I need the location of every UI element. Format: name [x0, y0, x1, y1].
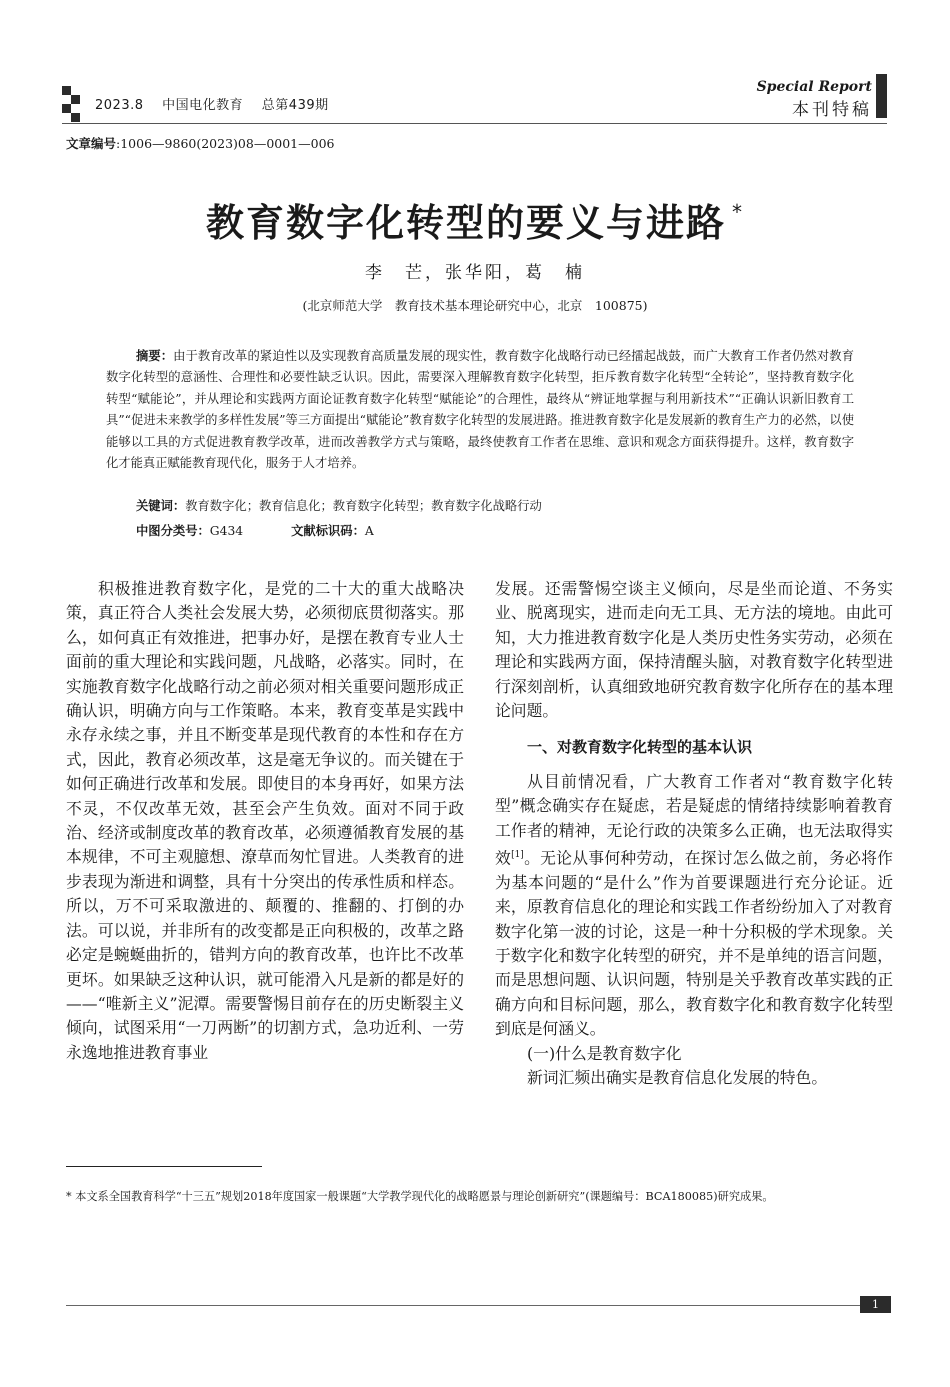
- issue-date: 2023.8: [95, 98, 144, 113]
- body-paragraph: 新词汇频出确实是教育信息化发展的特色。: [527, 1067, 828, 1087]
- body-text: 。无论从事何种劳动，在探讨怎么做之前，务必将作为基本问题的“是什么”作为首要课题进行充分论证。近来，原教育信息化的理论和实践工作者纷纷加入了对教育数字化第一波的讨论，这是一种十分积极的学术现象。关于数字化和数字化转型的研究，并不是单纯的语言问题，而是思想问题、认识问题，特别是关乎教育改革实践的正确方向和目标问题，那么，教育数字化和教育数字化转型到底是何涵义。: [495, 848, 893, 1039]
- clc-value: G434: [209, 524, 244, 538]
- journal-name: 中国电化教育: [162, 98, 244, 113]
- section-heading: 一、对教育数字化转型的基本认识: [527, 738, 753, 757]
- header-bar: [876, 74, 887, 118]
- article-number: [66, 134, 335, 152]
- doc-code-value: A: [364, 524, 374, 538]
- article-number-value: :1006—9860(2023)08—0001—006: [116, 136, 335, 151]
- issue-total: 总第439期: [261, 98, 329, 113]
- affiliation: (北京师范大学 教育技术基本理论研究中心，北京 100875): [302, 298, 648, 313]
- journal-issue-line: [95, 94, 343, 113]
- body-paragraph: [495, 770, 893, 1042]
- abstract-text: 由于教育改革的紧迫性以及实现教育高质量发展的现实性，教育数字化战略行动已经擂起战鼓，而广大教育工作者仍然对教育数字化转型的意涵性、合理性和必要性缺乏认识。因此，需要深入理解教育数字化转型，拒斥教育数字化转型“全转论”，坚持教育数字化转型“赋能论”，并从理论和实践两方面论证教育数字化转型“赋能论”的合理性，最终从“辨证地掌握与利用新技术”“正确认识新旧教育工具”“促进未来教学的多样性发展”等三方面提出“赋能论”教育数字化转型的发展进路。推进教育数字化是发展新的教育生产力的必然，以使能够以工具的方式促进教育教学改革，进而改善教学方式与策略，最终使教育工作者在思维、意识和观念方面获得提升。这样，教育数字化才能真正赋能教育现代化，服务于人才培养。: [106, 349, 854, 471]
- footer-divider: [66, 1305, 866, 1306]
- page-number: 1: [860, 1296, 891, 1313]
- header-decoration: [62, 86, 86, 124]
- footnote: * 本文系全国教育科学“十三五”规划2018年度国家一般课题“大学教学现代化的战略愿景与理论创新研究”(课题编号：BCA180085)研究成果。: [66, 1190, 774, 1203]
- title-footnote-mark: *: [732, 200, 744, 224]
- special-report-cn: 本刊特稿: [792, 100, 872, 120]
- article-number-label: 文章编号: [66, 136, 117, 151]
- special-report-en: Special Report: [756, 79, 872, 95]
- body-left-column: [66, 577, 464, 1065]
- special-report-label: [757, 79, 872, 120]
- body-paragraph: 发展。还需警惕空谈主义倾向，尽是坐而论道、不务实业、脱离现实，进而走向无工具、无方法的境地。由此可知，大力推进教育数字化是人类历史性务实劳动，必须在理论和实践两方面，保持清醒头脑，对教育数字化转型进行深刻剖析，认真细致地研究教育数字化所存在的基本理论问题。: [495, 579, 893, 721]
- abstract: [106, 346, 854, 474]
- clc-label: 中图分类号：: [136, 524, 210, 538]
- classification: [136, 521, 374, 539]
- paper-title-text: 教育数字化转型的要义与进路: [205, 201, 726, 245]
- doc-code-label: 文献标识码：: [291, 524, 365, 538]
- body-text: 从目前情况看，广大教育工作者对“教育数字化转型”概念确实存在疑虑，若是疑虑的情绪持续影响着教育工作者的精神，无论行政的决策多么正确，也无法取得实效: [495, 771, 893, 868]
- citation-ref: [1]: [511, 850, 524, 861]
- paper-title: [0, 192, 950, 247]
- keywords: [136, 496, 542, 514]
- header-divider: [62, 123, 887, 124]
- abstract-label: 摘要：: [136, 349, 174, 363]
- body-paragraph: 积极推进教育数字化，是党的二十大的重大战略决策，真正符合人类社会发展大势，必须彻底贯彻落实。那么，如何真正有效推进，把事办好，是摆在教育专业人士面前的重大理论和实践问题，凡战略，必落实。同时，在实施教育数字化战略行动之前必须对相关重要问题形成正确认识，明确方向与工作策略。本来，教育变革是实践中永存永续之事，并且不断变革是现代教育的本性和存在方式，因此，教育必须改革，这是毫无争议的。而关键在于如何正确进行改革和发展。即使目的本身再好，如果方法不灵，不仅改革无效，甚至会产生负效。面对不同于政治、经济或制度改革的教育改革，必须遵循教育发展的基本规律，不可主观臆想、潦草而匆忙冒进。人类教育的进步表现为渐进和调整，具有十分突出的传承性质和样态。所以，万不可采取激进的、颠覆的、推翻的、打倒的办法。可以说，并非所有的改变都是正向积极的，改革之路必定是蜿蜒曲折的，错判方向的教育改革，也许比不改革更坏。如果缺乏这种认识，就可能滑入凡是新的都是好的——“唯新主义”泥潭。需要警惕目前存在的历史断裂主义倾向，试图采用“一刀两断”的切割方式，急功近利、一劳永逸地推进教育事业: [66, 579, 464, 1062]
- body-right-column: [495, 577, 893, 1090]
- footnote-divider: [66, 1166, 262, 1167]
- subsection-heading: (一)什么是教育数字化: [527, 1043, 682, 1063]
- keywords-text: 教育数字化；教育信息化；教育数字化转型；教育数字化战略行动: [185, 499, 542, 513]
- keywords-label: 关键词：: [136, 499, 186, 513]
- authors: 李 芒，张华阳，葛 楠: [365, 263, 585, 283]
